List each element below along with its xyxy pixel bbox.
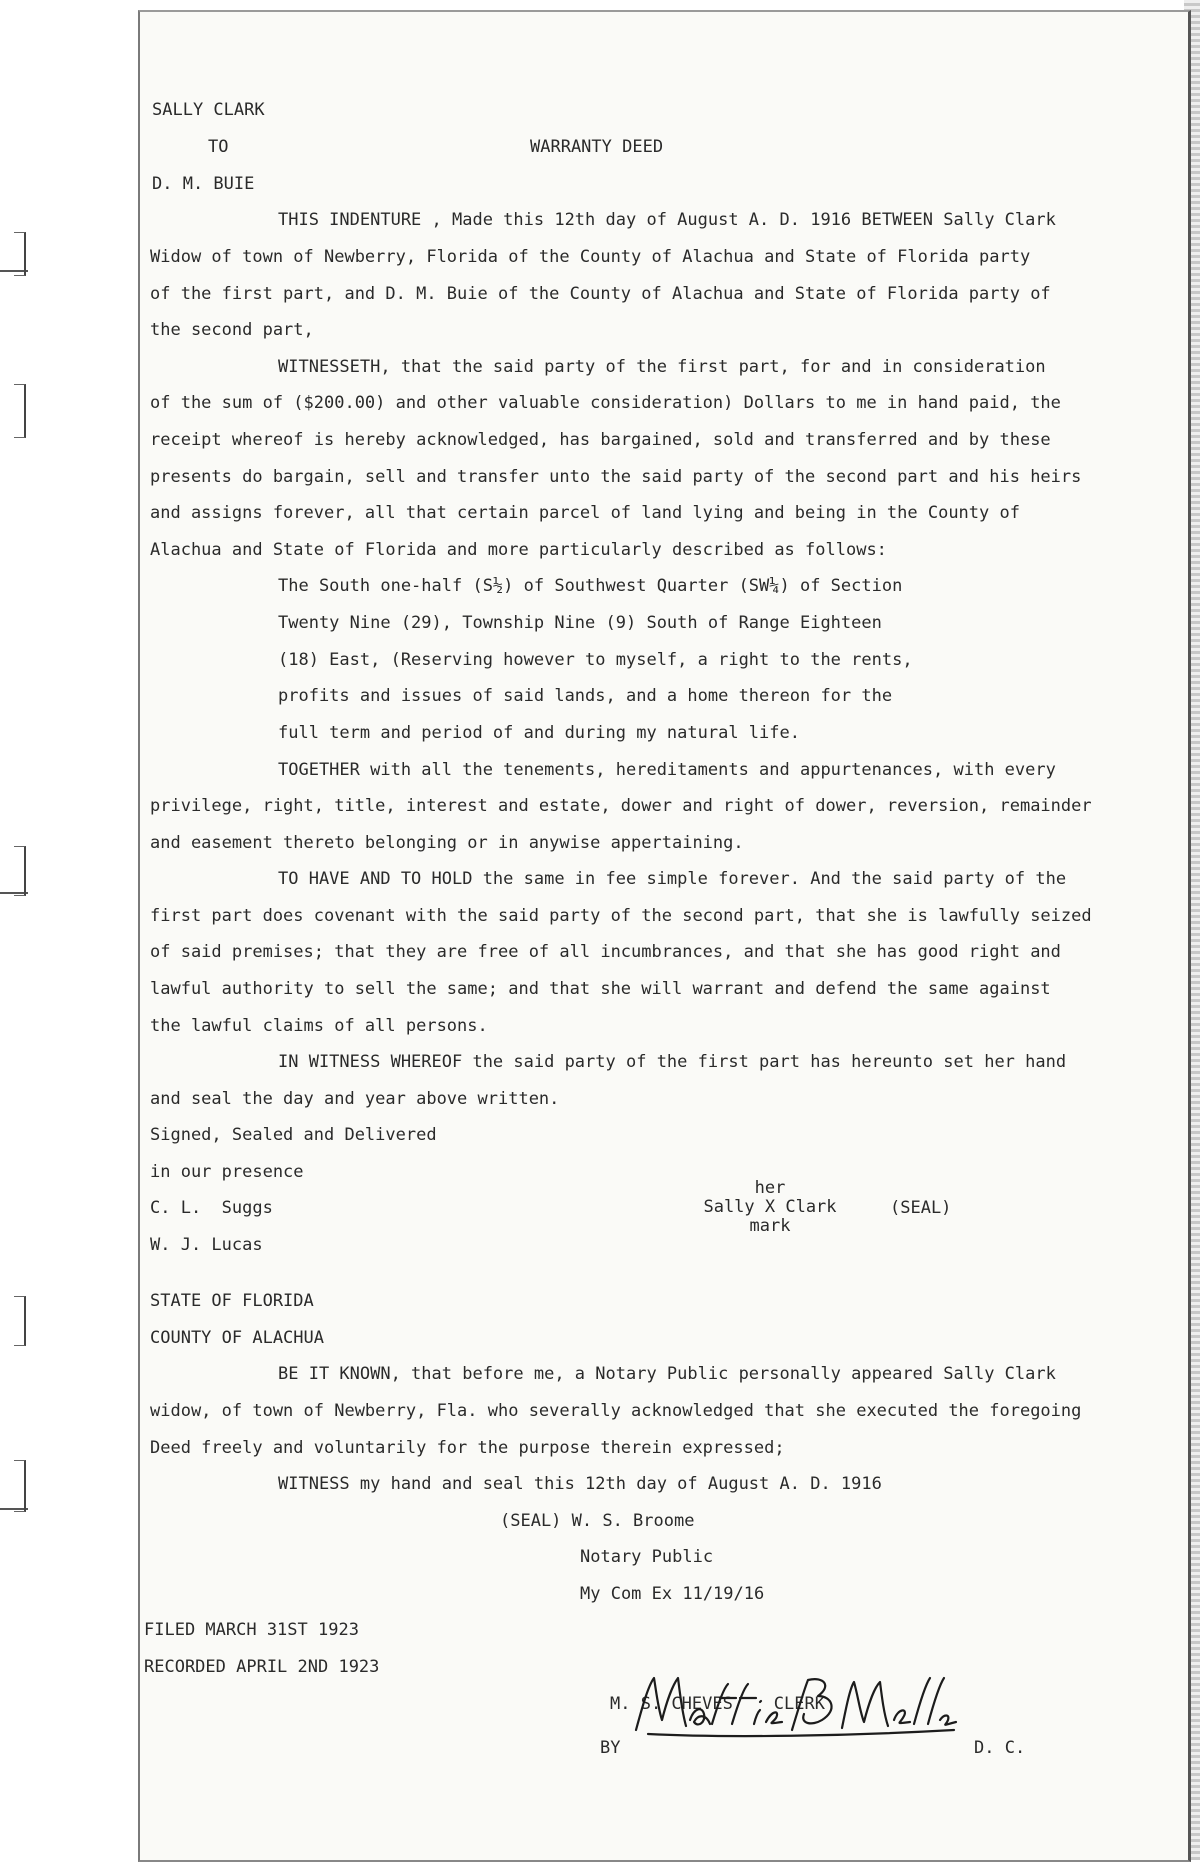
deed-line: of the sum of ($200.00) and other valuable consideration) Dollars to me in hand paid, the: [150, 393, 1061, 413]
presence-line: in our presence: [150, 1162, 304, 1182]
deed-line: first part does covenant with the said party of the second part, that she is lawfully seized: [150, 906, 1092, 926]
deed-line: Widow of town of Newberry, Florida of the County of Alachua and State of Florida party: [150, 247, 1031, 267]
acknowledgment-line: widow, of town of Newberry, Fla. who severally acknowledged that she executed the foregoing: [150, 1401, 1082, 1421]
description-line: profits and issues of said lands, and a home thereon for the: [278, 686, 893, 706]
deed-line: and assigns forever, all that certain parcel of land lying and being in the County of: [150, 503, 1020, 523]
document-title: WARRANTY DEED: [530, 137, 664, 157]
acknowledgment-line: Deed freely and voluntarily for the purpose therein expressed;: [150, 1438, 785, 1458]
county-heading: COUNTY OF ALACHUA: [150, 1328, 324, 1348]
seal-label: (SEAL): [890, 1198, 952, 1218]
margin-bracket: [14, 1460, 26, 1512]
by-label: BY: [600, 1738, 621, 1758]
to-label: TO: [208, 137, 229, 157]
description-line: full term and period of and during my natural life.: [278, 723, 800, 743]
filed-date: FILED MARCH 31ST 1923: [144, 1620, 359, 1640]
witness-name: W. J. Lucas: [150, 1235, 263, 1255]
deed-line: WITNESSETH, that the said party of the first part, for and in consideration: [278, 357, 1046, 377]
deed-page: [138, 10, 1191, 1862]
signed-sealed-line: Signed, Sealed and Delivered: [150, 1125, 437, 1145]
deed-line: THIS INDENTURE , Made this 12th day of August A. D. 1916 BETWEEN Sally Clark: [278, 210, 1056, 230]
mark-label: mark: [749, 1216, 791, 1236]
deed-line: and easement thereto belonging or in anywise appertaining.: [150, 833, 744, 853]
grantee-name: D. M. BUIE: [152, 174, 255, 194]
notary-witness-line: WITNESS my hand and seal this 12th day of August A. D. 1916: [278, 1474, 882, 1494]
deed-line: IN WITNESS WHEREOF the said party of the first part has hereunto set her hand: [278, 1052, 1067, 1072]
margin-bracket: [14, 846, 26, 896]
deed-line: privilege, right, title, interest and estate, dower and right of dower, reversion, remainder: [150, 796, 1092, 816]
deed-line: lawful authority to sell the same; and that she will warrant and defend the same against: [150, 979, 1051, 999]
witness-name: C. L. Suggs: [150, 1198, 273, 1218]
state-heading: STATE OF FLORIDA: [150, 1291, 314, 1311]
clerk-name: M. S. CHEVES CLERK: [610, 1694, 825, 1714]
description-line: (18) East, (Reserving however to myself, a right to the rents,: [278, 650, 913, 670]
grantor-mark-signature: Sally X Clark: [703, 1197, 837, 1217]
grantor-name: SALLY CLARK: [152, 100, 265, 120]
deputy-clerk-label: D. C.: [974, 1738, 1026, 1758]
notary-title: Notary Public: [580, 1547, 714, 1567]
deputy-clerk-handwritten-signature: [628, 1668, 960, 1740]
deed-line: the lawful claims of all persons.: [150, 1016, 488, 1036]
recorded-date: RECORDED APRIL 2ND 1923: [144, 1657, 380, 1677]
deed-line: and seal the day and year above written.: [150, 1089, 560, 1109]
description-line: Twenty Nine (29), Township Nine (9) South of Range Eighteen: [278, 613, 882, 633]
deed-line: the second part,: [150, 320, 314, 340]
description-line: The South one-half (S½) of Southwest Quarter (SW¼) of Section: [278, 576, 903, 596]
acknowledgment-line: BE IT KNOWN, that before me, a Notary Public personally appeared Sally Clark: [278, 1364, 1056, 1384]
deed-line: Alachua and State of Florida and more particularly described as follows:: [150, 540, 887, 560]
margin-bracket: [14, 384, 26, 438]
notary-commission: My Com Ex 11/19/16: [580, 1584, 765, 1604]
deed-line: receipt whereof is hereby acknowledged, has bargained, sold and transferred and by these: [150, 430, 1051, 450]
deed-line: of said premises; that they are free of all incumbrances, and that she has good right and: [150, 942, 1061, 962]
mark-her: her: [754, 1178, 786, 1198]
margin-bracket: [14, 232, 26, 276]
deed-line: TOGETHER with all the tenements, hereditaments and appurtenances, with every: [278, 760, 1056, 780]
margin-bracket: [14, 1296, 26, 1346]
deed-line: presents do bargain, sell and transfer unto the said party of the second part and his heirs: [150, 467, 1082, 487]
deed-line: TO HAVE AND TO HOLD the same in fee simple forever. And the said party of the: [278, 869, 1067, 889]
deed-line: of the first part, and D. M. Buie of the County of Alachua and State of Florida party of: [150, 284, 1051, 304]
notary-signature: (SEAL) W. S. Broome: [500, 1511, 695, 1531]
